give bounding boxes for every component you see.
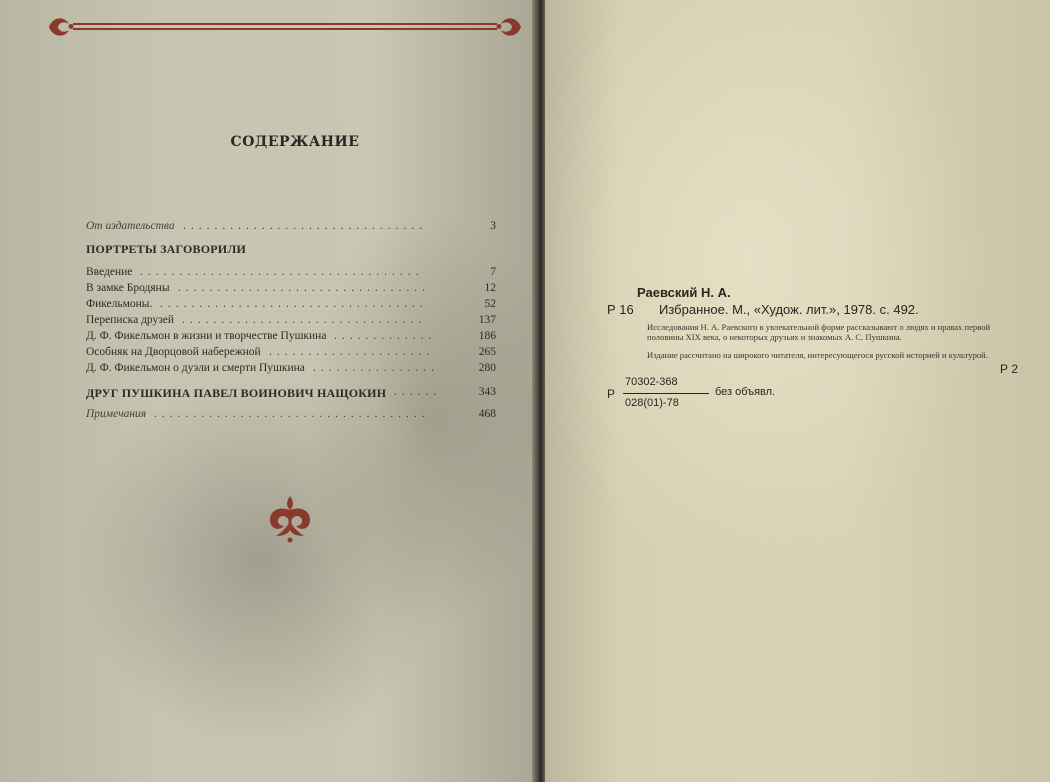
toc-leader-dots: .................................... <box>140 266 424 278</box>
toc-entry-page: 468 <box>478 408 496 420</box>
toc-title: СОДЕРЖАНИЕ <box>230 134 360 150</box>
imprint-note: без объявл. <box>715 386 776 398</box>
imprint-bibliographic-line: Избранное. М., «Худож. лит.», 1978. с. 492. <box>659 302 919 317</box>
toc-entry-label: ПОРТРЕТЫ ЗАГОВОРИЛИ <box>86 242 247 256</box>
toc-entry-label: В замке Бродяны <box>86 282 170 294</box>
toc-leader-dots: ............................... <box>182 314 427 326</box>
imprint-block <box>545 0 1050 782</box>
toc-entry-page: 280 <box>478 362 496 374</box>
toc-entry-label: Д. Ф. Фикельмон о дуэли и смерти Пушкина <box>86 362 305 374</box>
imprint-index: Р 2 <box>1000 362 1019 376</box>
toc-leader-dots: ............................... <box>183 220 428 232</box>
toc-entry-page: 52 <box>484 298 496 310</box>
toc-entry-label: Введение <box>86 266 133 278</box>
imprint-denominator: 028(01)-78 <box>625 397 679 409</box>
toc-leader-dots: ...... <box>394 386 442 398</box>
toc-entry-page: 265 <box>478 346 496 358</box>
imprint-author: Раевский Н. А. <box>637 285 731 300</box>
toc-leader-dots: ................................... <box>154 408 430 420</box>
toc-entry-label: От издательства <box>86 220 175 232</box>
imprint-prefix: Р <box>607 387 616 401</box>
toc-entry-label: Д. Ф. Фикельмон в жизни и творчестве Пушкина <box>86 330 327 342</box>
fraction-line <box>623 393 709 394</box>
fleuron-ornament <box>262 492 318 544</box>
toc-leader-dots: ............. <box>334 330 437 342</box>
toc-entry-label: Особняк на Дворцовой набережной <box>86 346 261 358</box>
imprint-catalog-code: Р 16 <box>607 302 634 317</box>
toc-entry-label: Фикельмоны. <box>86 298 153 310</box>
imprint-numerator: 70302-368 <box>625 376 678 388</box>
toc-leader-dots: ..................... <box>269 346 435 358</box>
toc-leader-dots: ................................ <box>178 282 430 294</box>
toc-leader-dots: .................................. <box>160 298 428 310</box>
right-page <box>545 0 1050 782</box>
imprint-annotation-2: Издание рассчитано на широкого читателя, интересующегося русской историей и культурой. <box>647 350 988 360</box>
toc-entry-page: 3 <box>490 220 496 232</box>
toc-entry-page: 186 <box>478 330 496 342</box>
toc-entry-page: 343 <box>478 386 496 398</box>
toc-entry-label: Примечания <box>86 408 147 420</box>
toc-entry-label: ДРУГ ПУШКИНА ПАВЕЛ ВОИНОВИЧ НАЩОКИН <box>86 386 387 400</box>
header-ornament <box>45 12 525 42</box>
toc-entry-label: Переписка друзей <box>86 314 175 326</box>
toc-entry-page: 7 <box>490 266 496 278</box>
imprint-annotation-1: Исследования Н. А. Раевского в увлекательной форме рассказывают о людях и нравах первой половины XIX века, о некоторых друзьях и знакомых А. С. Пушкина. <box>647 322 991 342</box>
toc-entry-page: 137 <box>478 314 496 326</box>
toc-entry-page: 12 <box>484 282 496 294</box>
toc-leader-dots: ................ <box>313 362 439 374</box>
